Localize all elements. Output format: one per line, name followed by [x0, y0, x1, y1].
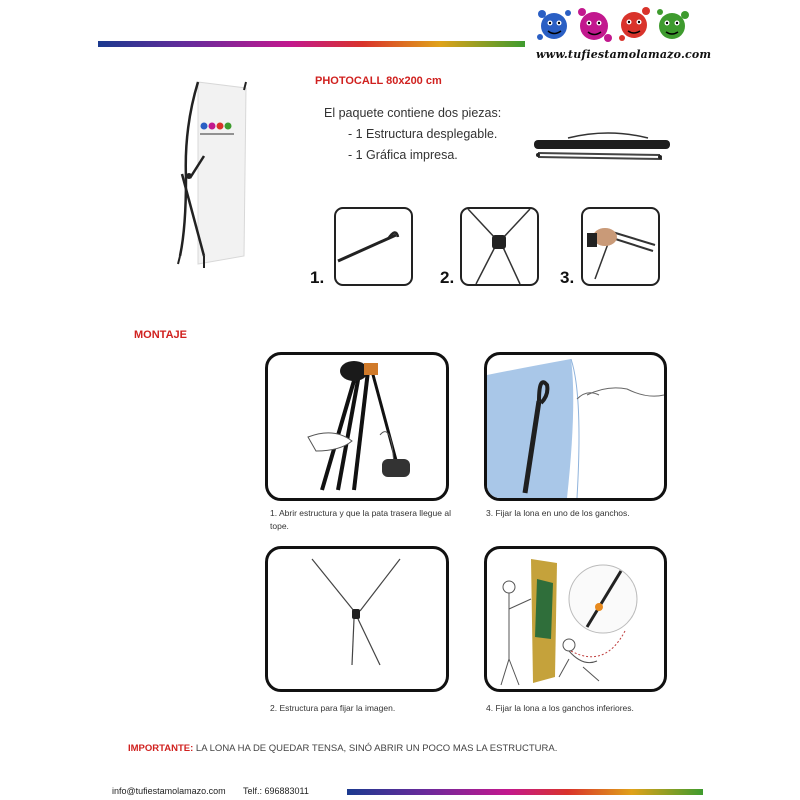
carry-bag-image	[528, 128, 674, 168]
logo-url-text: www.tufiestamolamazo.com	[536, 48, 712, 61]
assembly-image-2	[265, 546, 449, 692]
footer-gradient-bar	[347, 789, 703, 795]
step-number-1: 1.	[310, 268, 325, 287]
step-image-1	[334, 207, 413, 286]
step-number-2: 2.	[440, 268, 455, 287]
important-label: IMPORTANTE:	[128, 743, 194, 754]
product-title: PHOTOCALL 80x200 cm	[315, 75, 442, 87]
brand-logo	[532, 4, 712, 62]
assembly-caption-1: 1. Abrir estructura y que la pata trasera llegue al tope.	[270, 508, 451, 531]
package-item-structure: - 1 Estructura desplegable.	[348, 127, 498, 141]
package-item-graphic: - 1 Gráfica impresa.	[348, 148, 458, 162]
assembly-image-3	[484, 352, 667, 501]
important-note	[128, 743, 557, 754]
assembly-caption-2: 2. Estructura para fijar la imagen.	[270, 703, 396, 713]
footer-email: info@tufiestamolamazo.com	[112, 786, 226, 796]
paint-splat-icon	[532, 4, 692, 48]
step-number-3: 3.	[560, 268, 575, 287]
banner-stand-illustration	[168, 78, 258, 273]
footer-phone: Telf.: 696883011	[243, 786, 309, 796]
montaje-heading: MONTAJE	[134, 329, 187, 341]
assembly-image-1	[265, 352, 449, 501]
step-image-2	[460, 207, 539, 286]
header-gradient-bar	[98, 41, 525, 47]
assembly-caption-4: 4. Fijar la lona a los ganchos inferiores.	[486, 703, 634, 713]
important-text: LA LONA HA DE QUEDAR TENSA, SINÓ ABRIR UN POCO MAS LA ESTRUCTURA.	[193, 743, 558, 754]
step-image-3	[581, 207, 660, 286]
assembly-caption-3: 3. Fijar la lona en uno de los ganchos.	[486, 508, 630, 518]
assembly-image-4	[484, 546, 667, 692]
package-intro: El paquete contiene dos piezas:	[324, 106, 502, 120]
